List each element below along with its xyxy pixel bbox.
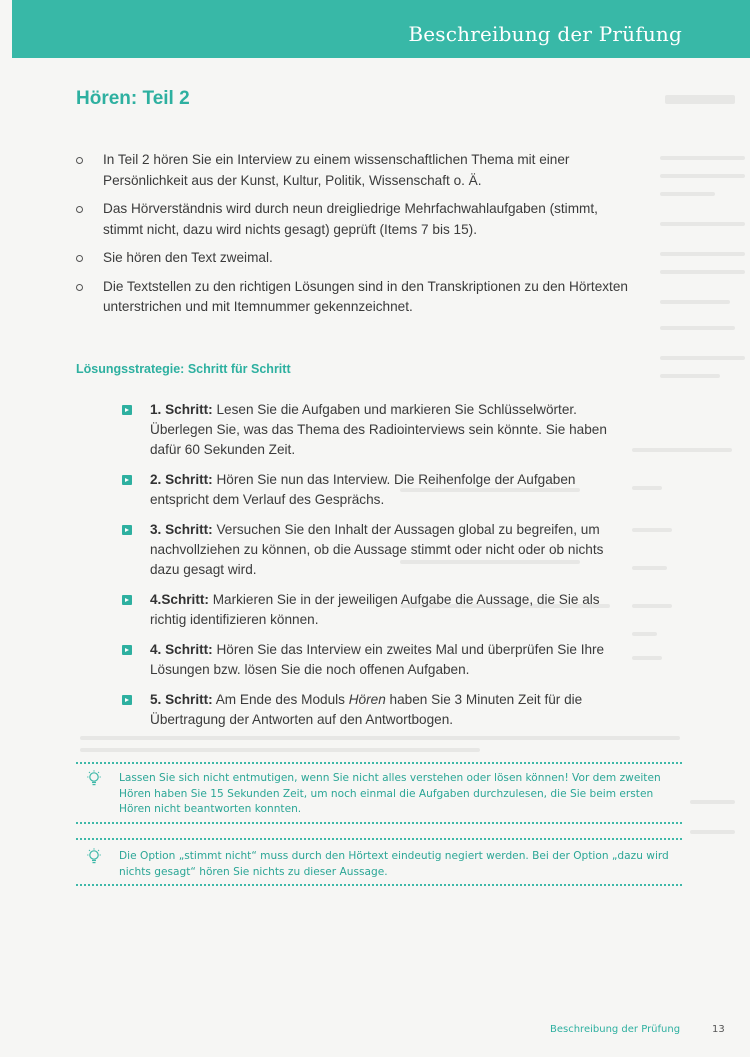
step-text: Lesen Sie die Aufgaben und markieren Sie Schlüsselwörter. Überlegen Sie, was das Thema des Radiointerviews sein könnte. Sie haben dafür 60 Sekunden Zeit.	[150, 402, 607, 457]
bullet-item	[74, 277, 634, 318]
bullet-item	[74, 248, 634, 269]
step-head: 3. Schritt:	[150, 522, 213, 537]
header-title: Beschreibung der Prüfung	[408, 22, 682, 46]
arrow-square-icon	[122, 475, 132, 485]
strategy-title: Lösungsstrategie: Schritt für Schritt	[76, 362, 291, 376]
arrow-square-icon	[122, 645, 132, 655]
circle-bullet-icon	[76, 284, 83, 291]
step-item	[121, 690, 621, 730]
step-head: 1. Schritt:	[150, 402, 213, 417]
step-item	[121, 400, 621, 460]
step-text: Markieren Sie in der jeweiligen Aufgabe die Aussage, die Sie als richtig identifizieren können.	[150, 592, 600, 627]
step-head: 4. Schritt:	[150, 642, 213, 657]
tip-box	[76, 838, 682, 886]
circle-bullet-icon	[76, 206, 83, 213]
arrow-square-icon	[122, 525, 132, 535]
tip-text: Lassen Sie sich nicht entmutigen, wenn Sie nicht alles verstehen oder lösen können! Vor dem zweiten Hören haben Sie 15 Sekunden Zeit, um noch einmal die Aufgaben durchzulesen, die Sie beim ersten Hören nicht beantworten konnten.	[119, 772, 661, 815]
step-list	[121, 400, 621, 740]
lightbulb-icon	[86, 848, 102, 866]
step-text: Versuchen Sie den Inhalt der Aussagen global zu begreifen, um nachvollziehen zu können, ob die Aussage stimmt oder nicht oder ob nichts dazu gesagt wird.	[150, 522, 604, 577]
bullet-item	[74, 199, 634, 240]
arrow-square-icon	[122, 405, 132, 415]
step-text-after: haben Sie 3 Minuten Zeit für die Übertragung der Antworten auf den Antwortbogen.	[150, 692, 583, 727]
arrow-square-icon	[122, 595, 132, 605]
step-text-before: Am Ende des Moduls	[215, 692, 345, 707]
tip-text: Die Option „stimmt nicht“ muss durch den Hörtext eindeutig negiert werden. Bei der Option „dazu wird nichts gesagt“ hören Sie nichts zu dieser Aussage.	[119, 850, 669, 878]
circle-bullet-icon	[76, 157, 83, 164]
tip-box	[76, 762, 682, 824]
step-text: Hören Sie nun das Interview. Die Reihenfolge der Aufgaben entspricht dem Verlauf des Gesprächs.	[150, 472, 576, 507]
step-head: 2. Schritt:	[150, 472, 213, 487]
bullet-list	[74, 150, 634, 326]
bullet-text: Das Hörverständnis wird durch neun dreigliedrige Mehrfachwahlaufgaben (stimmt, stimmt nicht, dazu wird nichts gesagt) geprüft (Items 7 bis 15).	[103, 201, 598, 237]
header-band	[12, 0, 750, 58]
section-title: Hören: Teil 2	[76, 88, 190, 109]
bullet-text: Die Textstellen zu den richtigen Lösungen sind in den Transkriptionen zu den Hörtexten unterstrichen und mit Itemnummer gekennzeichnet.	[103, 278, 628, 314]
step-head: 4.Schritt:	[150, 592, 209, 607]
bullet-text: In Teil 2 hören Sie ein Interview zu einem wissenschaftlichen Thema mit einer Persönlichkeit aus der Kunst, Kultur, Politik, Wissenschaft o. Ä.	[103, 152, 570, 188]
arrow-square-icon	[122, 695, 132, 705]
circle-bullet-icon	[76, 255, 83, 262]
page-number: 13	[712, 1024, 725, 1035]
step-item	[121, 520, 621, 580]
footer-label: Beschreibung der Prüfung	[550, 1024, 681, 1035]
bullet-item	[74, 150, 634, 191]
bullet-text: Sie hören den Text zweimal.	[103, 250, 273, 265]
step-text: Hören Sie das Interview ein zweites Mal und überprüfen Sie Ihre Lösungen bzw. lösen Sie die noch offenen Aufgaben.	[150, 642, 605, 677]
step-head: 5. Schritt:	[150, 692, 213, 707]
lightbulb-icon	[86, 770, 102, 788]
step-item	[121, 640, 621, 680]
step-text-emphasis: Hören	[348, 692, 386, 707]
step-item	[121, 470, 621, 510]
step-item	[121, 590, 621, 630]
